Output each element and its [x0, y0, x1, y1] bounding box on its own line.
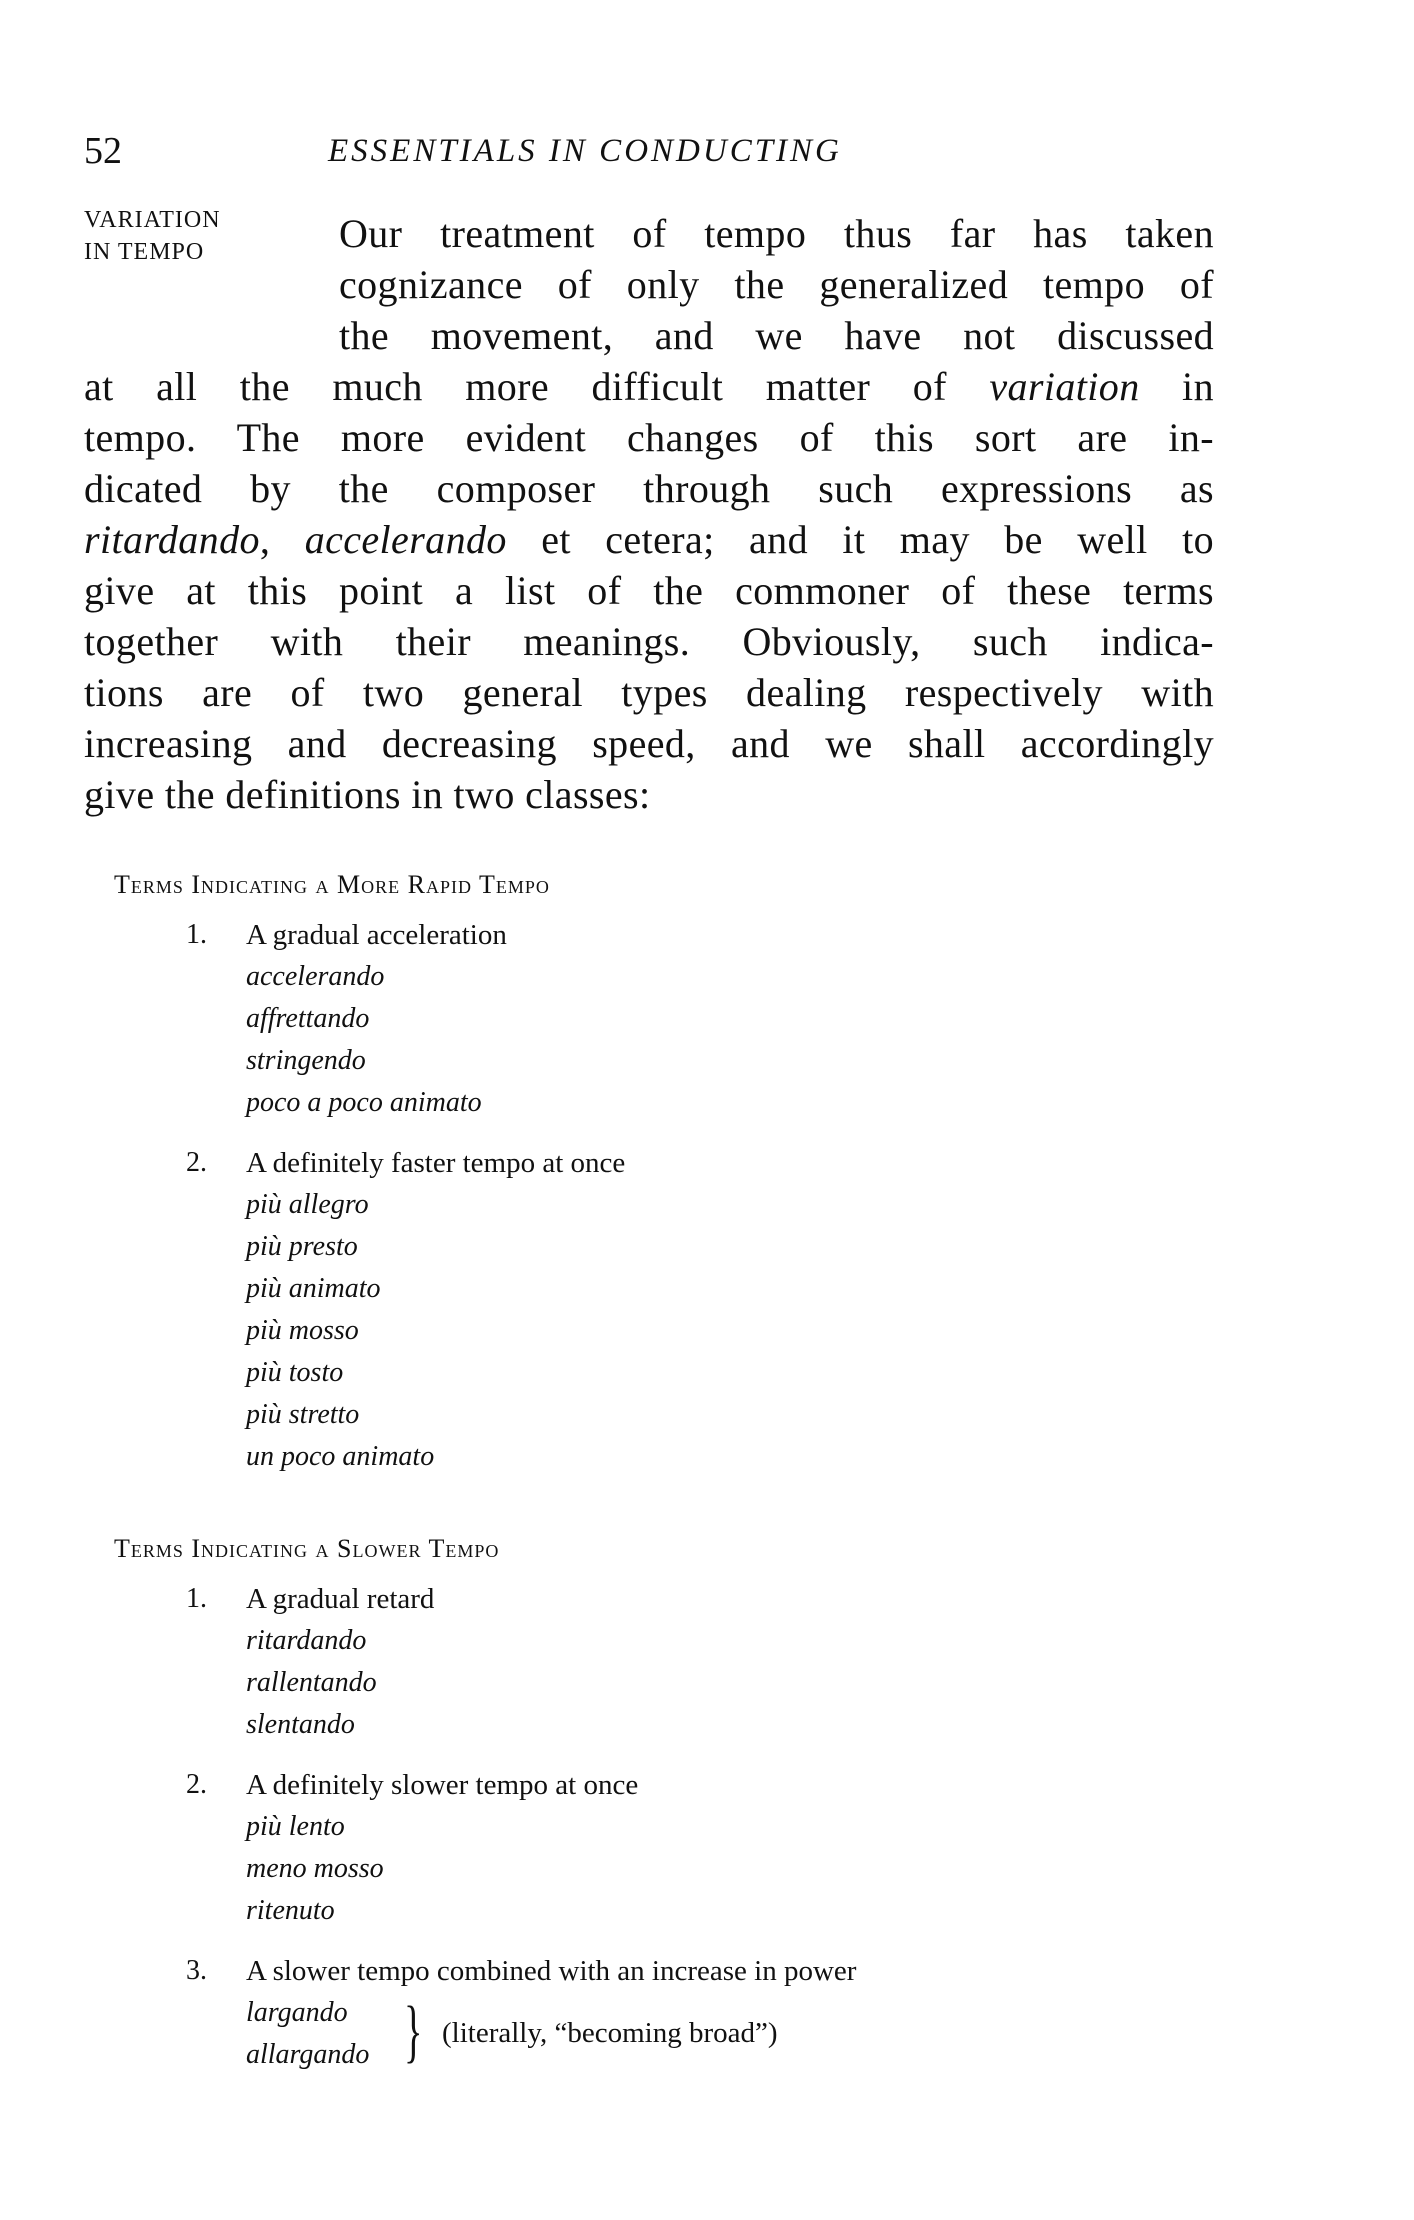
term-item: ritenuto: [246, 1895, 335, 1926]
term-list: [246, 1806, 1214, 1932]
brace-note: (literally, “becoming broad”): [442, 2017, 778, 2049]
term-item: slentando: [246, 1709, 355, 1740]
right-brace-icon: }: [404, 1993, 423, 2070]
paragraph-line: give the definitions in two classes:: [84, 772, 651, 817]
term-item: più presto: [246, 1231, 358, 1262]
paragraph-line: [84, 361, 1214, 412]
paragraph-text: in: [1139, 364, 1214, 409]
term-item: rallentando: [246, 1667, 377, 1698]
term-group-number: 2.: [186, 1147, 207, 1178]
term-group: [114, 1578, 1214, 1746]
paragraph-line: increasing and decreasing speed, and we shall accordingly: [84, 721, 1214, 766]
italic-term: variation: [989, 364, 1140, 409]
running-title: ESSENTIALS IN CONDUCTING: [328, 133, 842, 169]
term-group: [114, 914, 1214, 1124]
term-item: più animato: [246, 1273, 381, 1304]
term-group-number: 3.: [186, 1955, 207, 1986]
paragraph-text: ,: [259, 517, 305, 562]
term-list: [246, 1620, 1214, 1746]
italic-term: ritardando: [84, 517, 260, 562]
section-title: Terms Indicating a Slower Tempo: [114, 1534, 500, 1563]
margin-note-line-2: IN TEMPO: [84, 239, 205, 265]
paragraph-line: Our treatment of tempo thus far has taken: [339, 211, 1214, 256]
brace-term-list: [246, 1992, 369, 2076]
term-group-heading: A definitely slower tempo at once: [246, 1769, 639, 1801]
term-group-heading: A definitely faster tempo at once: [246, 1147, 626, 1179]
section-rapid-tempo: [114, 868, 1214, 1478]
margin-note-line-1: VARIATION: [84, 207, 221, 233]
term-item: un poco animato: [246, 1441, 435, 1472]
paragraph-text: at all the much more difficult matter of: [84, 364, 990, 409]
term-item: ritardando: [246, 1625, 367, 1656]
page-number: 52: [84, 130, 122, 172]
term-item: più tosto: [246, 1357, 344, 1388]
term-item: più mosso: [246, 1315, 359, 1346]
paragraph-line: tempo. The more evident changes of this sort are in-: [84, 415, 1214, 460]
term-item: largando: [246, 1997, 348, 2028]
term-item: accelerando: [246, 961, 385, 992]
term-item: più stretto: [246, 1399, 360, 1430]
term-list: [246, 956, 1214, 1124]
term-item: meno mosso: [246, 1853, 384, 1884]
term-group-number: 1.: [186, 1583, 207, 1614]
term-group-heading: A slower tempo combined with an increase in power: [246, 1955, 857, 1987]
term-item: più lento: [246, 1811, 345, 1842]
term-list: [246, 1184, 1214, 1478]
paragraph-line: [84, 514, 1214, 565]
term-group-heading: A gradual retard: [246, 1583, 435, 1615]
italic-term: accelerando: [304, 517, 507, 562]
term-group-heading: A gradual acceleration: [246, 919, 507, 951]
paragraph-line: dicated by the composer through such expressions as: [84, 466, 1214, 511]
term-group: [114, 1764, 1214, 1932]
term-item: stringendo: [246, 1045, 366, 1076]
body-paragraph: [84, 208, 1214, 820]
term-group-number: 2.: [186, 1769, 207, 1800]
paragraph-text: et cetera; and it may be well to: [506, 517, 1214, 562]
paragraph-line: together with their meanings. Obviously, such indica-: [84, 619, 1214, 664]
running-header: [84, 128, 1244, 174]
paragraph-line: tions are of two general types dealing respectively with: [84, 670, 1214, 715]
brace-term-row: [246, 1992, 1214, 2076]
term-group-number: 1.: [186, 919, 207, 950]
term-item: allargando: [246, 2039, 370, 2070]
section-title: Terms Indicating a More Rapid Tempo: [114, 870, 550, 899]
term-group: [114, 1142, 1214, 1478]
term-item: affrettando: [246, 1003, 370, 1034]
term-item: più allegro: [246, 1189, 369, 1220]
term-item: poco a poco animato: [246, 1087, 482, 1118]
paragraph-line: the movement, and we have not discussed: [339, 313, 1214, 358]
term-group: [114, 1950, 1214, 2076]
paragraph-line: cognizance of only the generalized tempo of: [339, 262, 1214, 307]
paragraph-line: give at this point a list of the commoner of these terms: [84, 568, 1214, 613]
section-slower-tempo: [114, 1532, 1214, 2076]
